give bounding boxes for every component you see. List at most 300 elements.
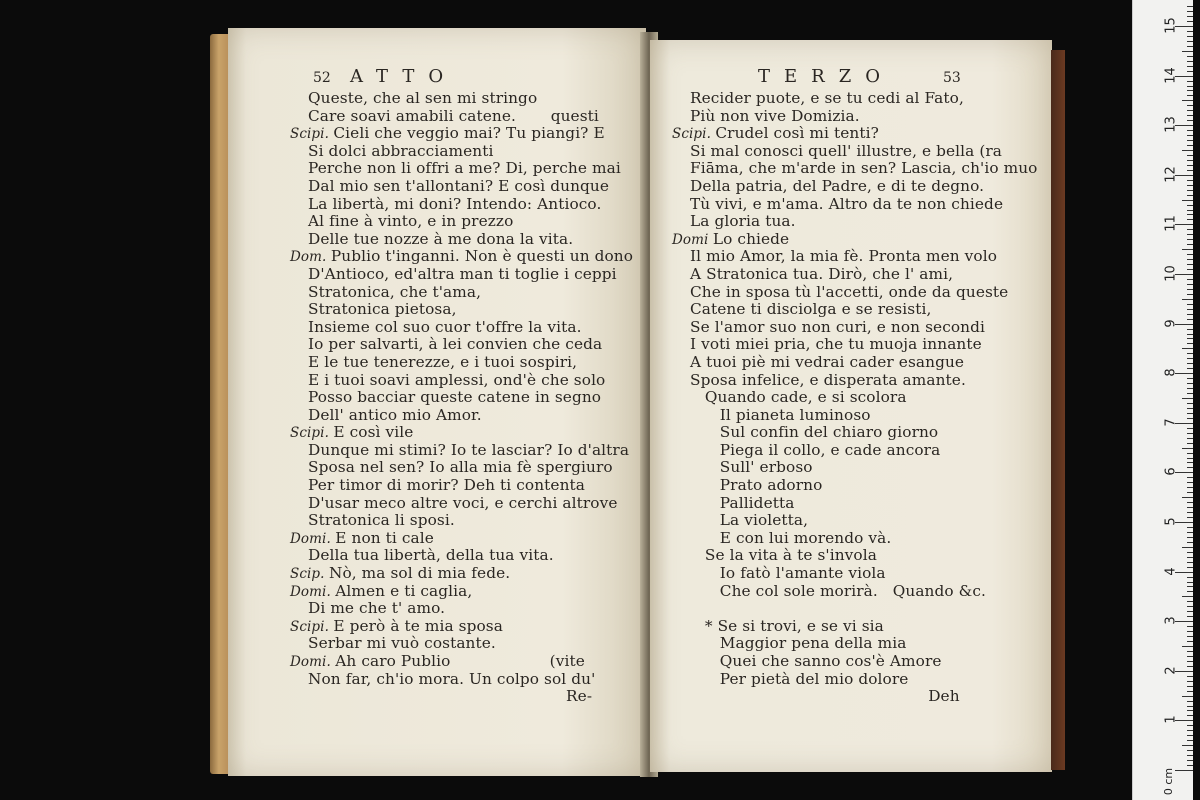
text-line xyxy=(290,671,633,689)
ruler-tick xyxy=(1187,210,1193,211)
ruler-tick xyxy=(1187,165,1193,166)
text-line xyxy=(672,530,1037,548)
text-line xyxy=(290,600,633,618)
ruler-number: 7 xyxy=(1163,418,1179,427)
ruler-tick xyxy=(1187,542,1193,543)
line-text: Ah caro Publio (vite xyxy=(335,652,585,670)
ruler-tick xyxy=(1187,492,1193,493)
ruler-tick xyxy=(1187,656,1193,657)
line-text: E i tuoi soavi amplessi, ond'è che solo xyxy=(308,370,606,389)
ruler-tick xyxy=(1187,81,1193,82)
text-line xyxy=(672,108,1037,126)
ruler-tick xyxy=(1187,577,1193,578)
ruler-tick xyxy=(1187,115,1193,116)
ruler-tick xyxy=(1187,502,1193,503)
ruler-tick xyxy=(1187,557,1193,558)
ruler-tick xyxy=(1187,229,1193,230)
line-text: Per pietà del mio dolore xyxy=(690,669,909,688)
ruler-tick xyxy=(1187,403,1193,404)
line-text: La gloria tua. xyxy=(690,212,796,231)
ruler-tick xyxy=(1187,353,1193,354)
ruler-tick xyxy=(1187,319,1193,320)
line-text: Al fine à vinto, e in prezzo xyxy=(308,212,514,231)
text-line xyxy=(290,583,633,601)
text-line xyxy=(290,301,633,319)
ruler-tick xyxy=(1187,56,1193,57)
text-line xyxy=(672,213,1037,231)
ruler-tick xyxy=(1187,631,1193,632)
ruler-tick xyxy=(1187,61,1193,62)
ruler-tick xyxy=(1182,696,1193,697)
line-text: Care soavi amabili catene. questi xyxy=(308,106,599,125)
ruler-tick xyxy=(1187,507,1193,508)
right-page-number: 53 xyxy=(943,70,961,86)
line-text: Il pianeta luminoso xyxy=(690,405,871,424)
line-text: E con lui morendo và. xyxy=(690,528,892,547)
ruler-tick xyxy=(1187,140,1193,141)
ruler-tick xyxy=(1187,21,1193,22)
line-text: Di me che t' amo. xyxy=(308,599,446,618)
ruler-tick xyxy=(1175,770,1193,771)
line-text: Sul confin del chiaro giorno xyxy=(690,423,939,442)
ruler-tick xyxy=(1187,264,1193,265)
line-text: Io per salvarti, à lei convien che ceda xyxy=(308,335,603,354)
ruler-tick xyxy=(1187,279,1193,280)
line-text: Se l'amor suo non curi, e non secondi xyxy=(690,317,986,336)
line-text: Il mio Amor, la mia fè. Pronta men volo xyxy=(690,247,997,266)
line-text: * Se si trovi, e se vi sia xyxy=(690,616,884,635)
ruler-tick xyxy=(1187,110,1193,111)
ruler-tick xyxy=(1187,135,1193,136)
ruler-tick xyxy=(1187,66,1193,67)
ruler-tick xyxy=(1182,348,1193,349)
text-line xyxy=(672,284,1037,302)
text-line xyxy=(672,618,1037,636)
text-line xyxy=(290,354,633,372)
line-text: Cieli che veggio mai? Tu piangi? E xyxy=(333,124,605,143)
line-text: Dunque mi stimi? Io te lasciar? Io d'altra xyxy=(308,440,630,459)
ruler-tick xyxy=(1187,765,1193,766)
ruler-tick xyxy=(1182,100,1193,101)
ruler-number: 15 xyxy=(1163,17,1179,34)
line-text: E non ti cale xyxy=(335,528,434,547)
ruler-tick xyxy=(1187,294,1193,295)
text-line xyxy=(290,160,633,178)
ruler-number: 12 xyxy=(1163,166,1179,183)
line-text: Re- xyxy=(308,687,593,706)
text-line xyxy=(290,266,633,284)
ruler-tick xyxy=(1187,626,1193,627)
ruler-tick xyxy=(1187,413,1193,414)
ruler-tick xyxy=(1187,661,1193,662)
text-line xyxy=(672,424,1037,442)
ruler-tick xyxy=(1187,482,1193,483)
ruler-tick xyxy=(1187,71,1193,72)
ruler-number: 8 xyxy=(1163,368,1179,377)
ruler-tick xyxy=(1187,740,1193,741)
speaker-label: Dom. xyxy=(290,249,331,266)
ruler-tick xyxy=(1187,517,1193,518)
ruler-tick xyxy=(1187,418,1193,419)
ruler-number: 14 xyxy=(1163,66,1179,84)
left-running-head: ATTO xyxy=(350,66,458,87)
line-text: Stratonica, che t'ama, xyxy=(308,282,482,301)
text-line xyxy=(672,301,1037,319)
line-text: Queste, che al sen mi stringo xyxy=(308,89,538,107)
ruler-tick xyxy=(1187,11,1193,12)
line-text: Nò, ma sol di mia fede. xyxy=(328,564,511,583)
ruler-tick xyxy=(1187,641,1193,642)
ruler-tick xyxy=(1182,448,1193,449)
text-line xyxy=(290,143,633,161)
ruler-tick xyxy=(1187,160,1193,161)
text-line xyxy=(672,354,1037,372)
line-text: Posso bacciar queste catene in segno xyxy=(308,388,602,407)
text-line xyxy=(290,512,633,530)
book-back-edge xyxy=(1051,50,1065,770)
text-line xyxy=(672,90,1037,108)
ruler-tick xyxy=(1187,428,1193,429)
text-line xyxy=(672,459,1037,477)
text-line xyxy=(672,565,1037,583)
text-line xyxy=(290,442,633,460)
ruler-tick xyxy=(1187,691,1193,692)
text-line xyxy=(290,547,633,565)
line-text: Della tua libertà, della tua vita. xyxy=(308,546,554,565)
ruler-tick xyxy=(1187,195,1193,196)
text-line xyxy=(290,459,633,477)
ruler-tick xyxy=(1187,532,1193,533)
ruler-tick xyxy=(1187,358,1193,359)
line-text: La libertà, mi doni? Intendo: Antioco. xyxy=(308,194,602,213)
ruler-tick xyxy=(1187,586,1193,587)
ruler-tick xyxy=(1187,36,1193,37)
text-line xyxy=(672,583,1037,601)
speaker-label: Scipi. xyxy=(672,126,716,143)
text-line xyxy=(290,125,633,143)
line-text: Io fatò l'amante viola xyxy=(690,564,886,583)
line-text: Pallidetta xyxy=(690,493,795,512)
text-line xyxy=(672,319,1037,337)
text-line xyxy=(290,90,633,108)
line-text: Non far, ch'io mora. Un colpo sol du' xyxy=(308,669,596,688)
text-line xyxy=(290,248,633,266)
line-text: Piega il collo, e cade ancora xyxy=(690,440,941,459)
line-text: Si dolci abbracciamenti xyxy=(308,141,494,160)
speaker-label: Domi. xyxy=(290,654,336,670)
ruler-tick xyxy=(1187,219,1193,220)
ruler-tick xyxy=(1187,383,1193,384)
ruler-tick xyxy=(1187,725,1193,726)
right-running-head: TERZO xyxy=(758,66,894,87)
text-line xyxy=(672,495,1037,513)
ruler-tick xyxy=(1187,334,1193,335)
ruler-tick xyxy=(1187,105,1193,106)
ruler-tick xyxy=(1187,616,1193,617)
ruler-tick xyxy=(1187,552,1193,553)
line-text: Dell' antico mio Amor. xyxy=(308,405,482,424)
text-line xyxy=(290,284,633,302)
line-text: Se la vita à te s'invola xyxy=(690,546,877,565)
text-line xyxy=(672,653,1037,671)
line-text: Che col sole morirà. Quando &c. xyxy=(690,581,987,600)
ruler-tick xyxy=(1187,443,1193,444)
line-text: Dal mio sen t'allontani? E così dunque xyxy=(308,176,610,195)
text-line xyxy=(290,108,633,126)
ruler-tick xyxy=(1187,155,1193,156)
text-line xyxy=(290,231,633,249)
text-line xyxy=(290,565,633,583)
ruler-number: 10 xyxy=(1163,265,1179,282)
ruler-tick xyxy=(1187,562,1193,563)
ruler-tick xyxy=(1187,338,1193,339)
left-page-text xyxy=(290,90,633,706)
text-line xyxy=(672,635,1037,653)
ruler-tick xyxy=(1187,214,1193,215)
text-line xyxy=(672,248,1037,266)
ruler-tick xyxy=(1187,433,1193,434)
line-text: Si mal conosci quell' illustre, e bella (ra xyxy=(690,141,1003,160)
line-text: E le tue tenerezze, e i tuoi sospiri, xyxy=(308,352,578,371)
ruler-tick xyxy=(1187,170,1193,171)
ruler-tick xyxy=(1187,259,1193,260)
line-text: D'Antioco, ed'altra man ti toglie i ceppi xyxy=(308,264,617,283)
ruler-tick xyxy=(1187,343,1193,344)
ruler-tick xyxy=(1187,512,1193,513)
line-text: A Stratonica tua. Dirò, che l' ami, xyxy=(690,264,954,283)
text-line xyxy=(290,424,633,442)
line-text: Recider puote, e se tu cedi al Fato, xyxy=(690,89,964,107)
text-line xyxy=(290,336,633,354)
line-text: Prato adorno xyxy=(690,476,823,495)
ruler-tick xyxy=(1187,378,1193,379)
line-text: Tù vivi, e m'ama. Altro da te non chiede xyxy=(690,194,1004,213)
ruler-tick xyxy=(1187,527,1193,528)
text-line xyxy=(290,653,633,671)
text-line xyxy=(672,600,1037,618)
ruler-tick xyxy=(1187,611,1193,612)
line-text: Stratonica li sposi. xyxy=(308,511,455,530)
ruler-tick xyxy=(1182,497,1193,498)
ruler-tick xyxy=(1187,477,1193,478)
line-text: Sposa nel sen? Io alla mia fè spergiuro xyxy=(308,458,613,477)
line-text: Delle tue nozze à me dona la vita. xyxy=(308,229,574,248)
text-line xyxy=(290,635,633,653)
ruler-tick xyxy=(1187,205,1193,206)
ruler-tick xyxy=(1187,309,1193,310)
text-line xyxy=(290,688,633,706)
ruler-tick xyxy=(1187,706,1193,707)
ruler-tick xyxy=(1187,755,1193,756)
ruler-tick xyxy=(1182,249,1193,250)
ruler-tick xyxy=(1187,289,1193,290)
ruler-tick xyxy=(1187,239,1193,240)
text-line xyxy=(290,213,633,231)
ruler-tick xyxy=(1187,329,1193,330)
line-text: Che in sposa tù l'accetti, onde da queste xyxy=(690,282,1009,301)
text-line xyxy=(672,143,1037,161)
ruler-tick xyxy=(1187,190,1193,191)
line-text: Serbar mi vuò costante. xyxy=(308,634,496,653)
ruler-tick xyxy=(1187,368,1193,369)
ruler-number: 4 xyxy=(1163,566,1179,576)
ruler-number: 6 xyxy=(1163,467,1179,477)
ruler-tick xyxy=(1187,686,1193,687)
ruler-tick xyxy=(1187,269,1193,270)
line-text: Quei che sanno cos'è Amore xyxy=(690,652,942,670)
line-text: La violetta, xyxy=(690,511,809,530)
line-text: Perche non li offri a me? Di, perche mai xyxy=(308,159,621,178)
line-text: D'usar meco altre voci, e cerchi altrove xyxy=(308,493,618,512)
text-line xyxy=(290,372,633,390)
speaker-label: Scip. xyxy=(290,566,329,583)
text-line xyxy=(672,671,1037,689)
text-line xyxy=(672,336,1037,354)
ruler-tick xyxy=(1187,86,1193,87)
speaker-label: Domi. xyxy=(290,530,336,547)
ruler-tick xyxy=(1187,130,1193,131)
line-text: Stratonica pietosa, xyxy=(308,300,457,319)
ruler-number: 11 xyxy=(1163,215,1179,233)
ruler-tick xyxy=(1187,467,1193,468)
ruler-tick xyxy=(1187,750,1193,751)
ruler-tick xyxy=(1187,487,1193,488)
ruler-tick xyxy=(1187,363,1193,364)
ruler-tick xyxy=(1187,185,1193,186)
text-line xyxy=(672,547,1037,565)
ruler-tick xyxy=(1187,31,1193,32)
ruler-tick xyxy=(1187,254,1193,255)
line-text: I voti miei pria, che tu muoja innante xyxy=(690,335,982,354)
ruler-number: 5 xyxy=(1163,517,1179,526)
ruler-tick xyxy=(1187,606,1193,607)
ruler-tick xyxy=(1187,438,1193,439)
line-text: Della patria, del Padre, e di te degno. xyxy=(690,176,985,195)
right-page-text xyxy=(672,90,1037,706)
line-text: Sull' erboso xyxy=(690,458,813,477)
ruler-tick xyxy=(1187,304,1193,305)
text-line xyxy=(672,178,1037,196)
text-line xyxy=(672,372,1037,390)
text-line xyxy=(672,231,1037,249)
speaker-label: Scipi. xyxy=(290,618,334,635)
line-text: Lo chiede xyxy=(712,229,790,248)
text-line xyxy=(290,477,633,495)
text-line xyxy=(290,495,633,513)
text-line xyxy=(290,407,633,425)
ruler-tick xyxy=(1187,760,1193,761)
ruler-number: 2 xyxy=(1163,666,1179,675)
ruler-tick xyxy=(1187,6,1193,7)
ruler-tick xyxy=(1187,234,1193,235)
ruler-tick xyxy=(1187,388,1193,389)
line-text: Publio t'inganni. Non è questi un dono xyxy=(330,247,634,266)
text-line xyxy=(672,196,1037,214)
ruler-tick xyxy=(1182,398,1193,399)
ruler-tick xyxy=(1187,244,1193,245)
ruler-tick xyxy=(1187,95,1193,96)
text-line xyxy=(672,125,1037,143)
ruler-tick xyxy=(1187,462,1193,463)
ruler-tick xyxy=(1187,567,1193,568)
text-line xyxy=(672,266,1037,284)
ruler-tick xyxy=(1187,180,1193,181)
ruler-tick xyxy=(1182,596,1193,597)
line-text: Catene ti disciolga e se resisti, xyxy=(690,300,932,319)
line-text: Per timor di morir? Deh ti contenta xyxy=(308,476,585,495)
text-line xyxy=(672,512,1037,530)
ruler-tick xyxy=(1187,393,1193,394)
ruler-tick xyxy=(1187,735,1193,736)
text-line xyxy=(290,389,633,407)
ruler-tick xyxy=(1187,145,1193,146)
left-page-number: 52 xyxy=(313,70,331,86)
ruler-tick xyxy=(1187,681,1193,682)
line-text: Maggior pena della mia xyxy=(690,634,907,653)
text-line xyxy=(672,688,1037,706)
ruler-tick xyxy=(1187,676,1193,677)
measurement-ruler xyxy=(1132,0,1193,800)
line-text: Crudel così mi tenti? xyxy=(715,124,879,143)
line-text: Sposa infelice, e disperata amante. xyxy=(690,370,966,389)
ruler-tick xyxy=(1187,16,1193,17)
line-text: Fiāma, che m'arde in sen? Lascia, ch'io muo xyxy=(690,159,1038,178)
text-line xyxy=(290,319,633,337)
ruler-tick xyxy=(1182,299,1193,300)
text-line xyxy=(290,618,633,636)
ruler-tick xyxy=(1182,547,1193,548)
text-line xyxy=(290,178,633,196)
ruler-tick xyxy=(1182,646,1193,647)
ruler-tick xyxy=(1182,150,1193,151)
line-text: Quando cade, e si scolora xyxy=(690,388,907,407)
ruler-tick xyxy=(1182,51,1193,52)
text-line xyxy=(672,442,1037,460)
ruler-tick xyxy=(1187,41,1193,42)
ruler-number: 1 xyxy=(1163,715,1179,725)
ruler-number: 3 xyxy=(1163,616,1179,625)
ruler-tick xyxy=(1187,730,1193,731)
ruler-tick xyxy=(1182,745,1193,746)
line-text: E così vile xyxy=(333,423,414,442)
ruler-tick xyxy=(1187,666,1193,667)
ruler-tick xyxy=(1187,601,1193,602)
speaker-label: Domi. xyxy=(290,583,336,600)
ruler-tick xyxy=(1182,200,1193,201)
text-line xyxy=(672,389,1037,407)
ruler-tick xyxy=(1187,715,1193,716)
ruler-tick xyxy=(1187,582,1193,583)
text-line xyxy=(672,160,1037,178)
speaker-label: Domi xyxy=(672,231,713,248)
ruler-tick xyxy=(1187,90,1193,91)
ruler-tick xyxy=(1187,651,1193,652)
ruler-tick xyxy=(1187,710,1193,711)
ruler-unit-label: 0 cm xyxy=(1162,767,1176,796)
text-line xyxy=(290,196,633,214)
ruler-tick xyxy=(1187,46,1193,47)
speaker-label: Scipi. xyxy=(290,425,334,442)
ruler-tick xyxy=(1187,537,1193,538)
line-text: Più non vive Domizia. xyxy=(690,106,860,125)
line-text: E però à te mia sposa xyxy=(333,616,503,635)
line-text: Almen e ti caglia, xyxy=(335,581,473,600)
text-line xyxy=(672,477,1037,495)
ruler-number: 13 xyxy=(1163,116,1179,133)
ruler-tick xyxy=(1187,636,1193,637)
ruler-number: 9 xyxy=(1163,318,1179,328)
ruler-tick xyxy=(1187,284,1193,285)
